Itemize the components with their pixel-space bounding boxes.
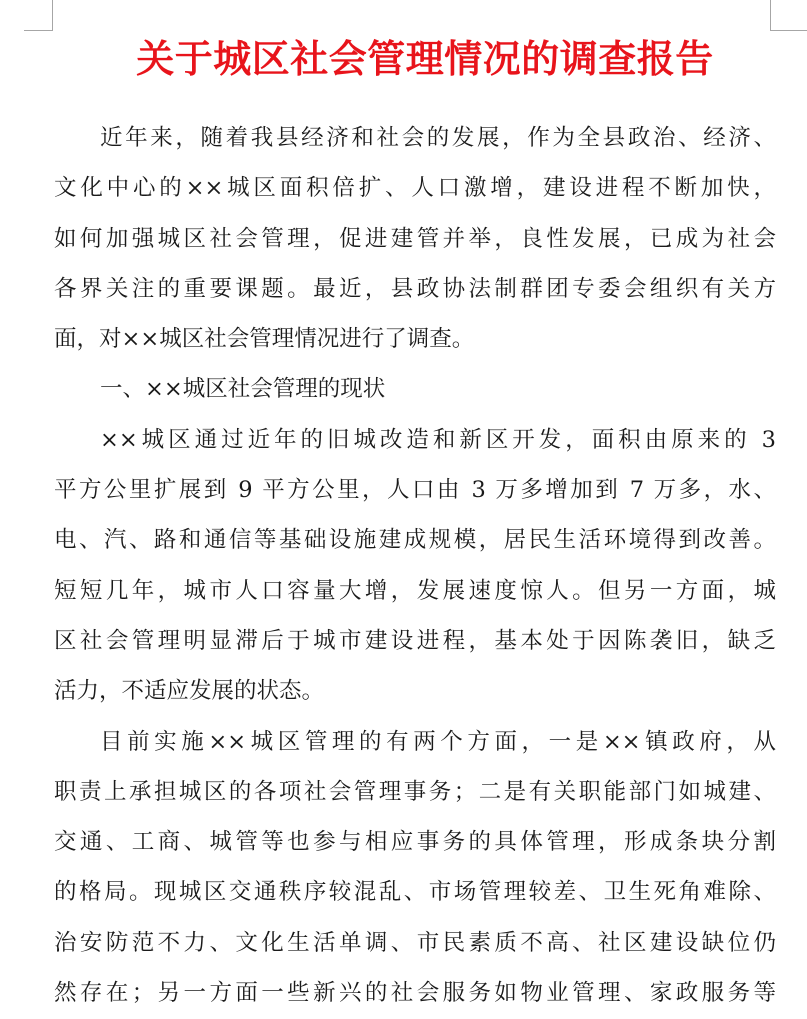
body-line: 的格局。现城区交通秩序较混乱、市场管理较差、卫生死角难除、 bbox=[54, 879, 776, 906]
body-line: 目前实施××城区管理的有两个方面，一是××镇政府，从 bbox=[100, 728, 776, 755]
body-line: 治安防范不力、文化生活单调、市民素质不高、社区建设缺位仍 bbox=[54, 929, 776, 956]
body-line: 职责上承担城区的各项社会管理事务；二是有关职能部门如城建、 bbox=[54, 778, 776, 805]
section-heading: 一、××城区社会管理的现状 bbox=[100, 376, 386, 403]
body-line: 活力，不适应发展的状态。 bbox=[54, 678, 325, 705]
body-line: 电、汽、路和通信等基础设施建成规模，居民生活环境得到改善。 bbox=[54, 527, 776, 554]
crop-mark-top-left bbox=[24, 0, 53, 31]
body-line: 区社会管理明显滞后于城市建设进程，基本处于因陈袭旧，缺乏 bbox=[54, 627, 776, 654]
body-line: 如何加强城区社会管理，促进建管并举，良性发展，已成为社会 bbox=[54, 225, 776, 252]
document-body bbox=[54, 113, 776, 1018]
body-line: 面，对××城区社会管理情况进行了调查。 bbox=[54, 326, 475, 353]
body-line: 各界关注的重要课题。最近，县政协法制群团专委会组织有关方 bbox=[54, 275, 776, 302]
body-line: 短短几年，城市人口容量大增，发展速度惊人。但另一方面，城 bbox=[54, 577, 776, 604]
body-line: 平方公里扩展到 9 平方公里，人口由 3 万多增加到 7 万多，水、 bbox=[54, 477, 776, 504]
body-line: 交通、工商、城管等也参与相应事务的具体管理，形成条块分割 bbox=[54, 829, 776, 856]
crop-mark-top-right bbox=[770, 0, 807, 31]
body-line: 近年来，随着我县经济和社会的发展，作为全县政治、经济、 bbox=[100, 125, 776, 151]
document-title: 关于城区社会管理情况的调查报告 bbox=[136, 37, 714, 81]
body-line: 然存在；另一方面一些新兴的社会服务如物业管理、家政服务等 bbox=[54, 980, 776, 1007]
body-line: ××城区通过近年的旧城改造和新区开发，面积由原来的 3 bbox=[100, 426, 776, 453]
body-line: 文化中心的××城区面积倍扩、人口激增，建设进程不断加快， bbox=[54, 175, 776, 202]
